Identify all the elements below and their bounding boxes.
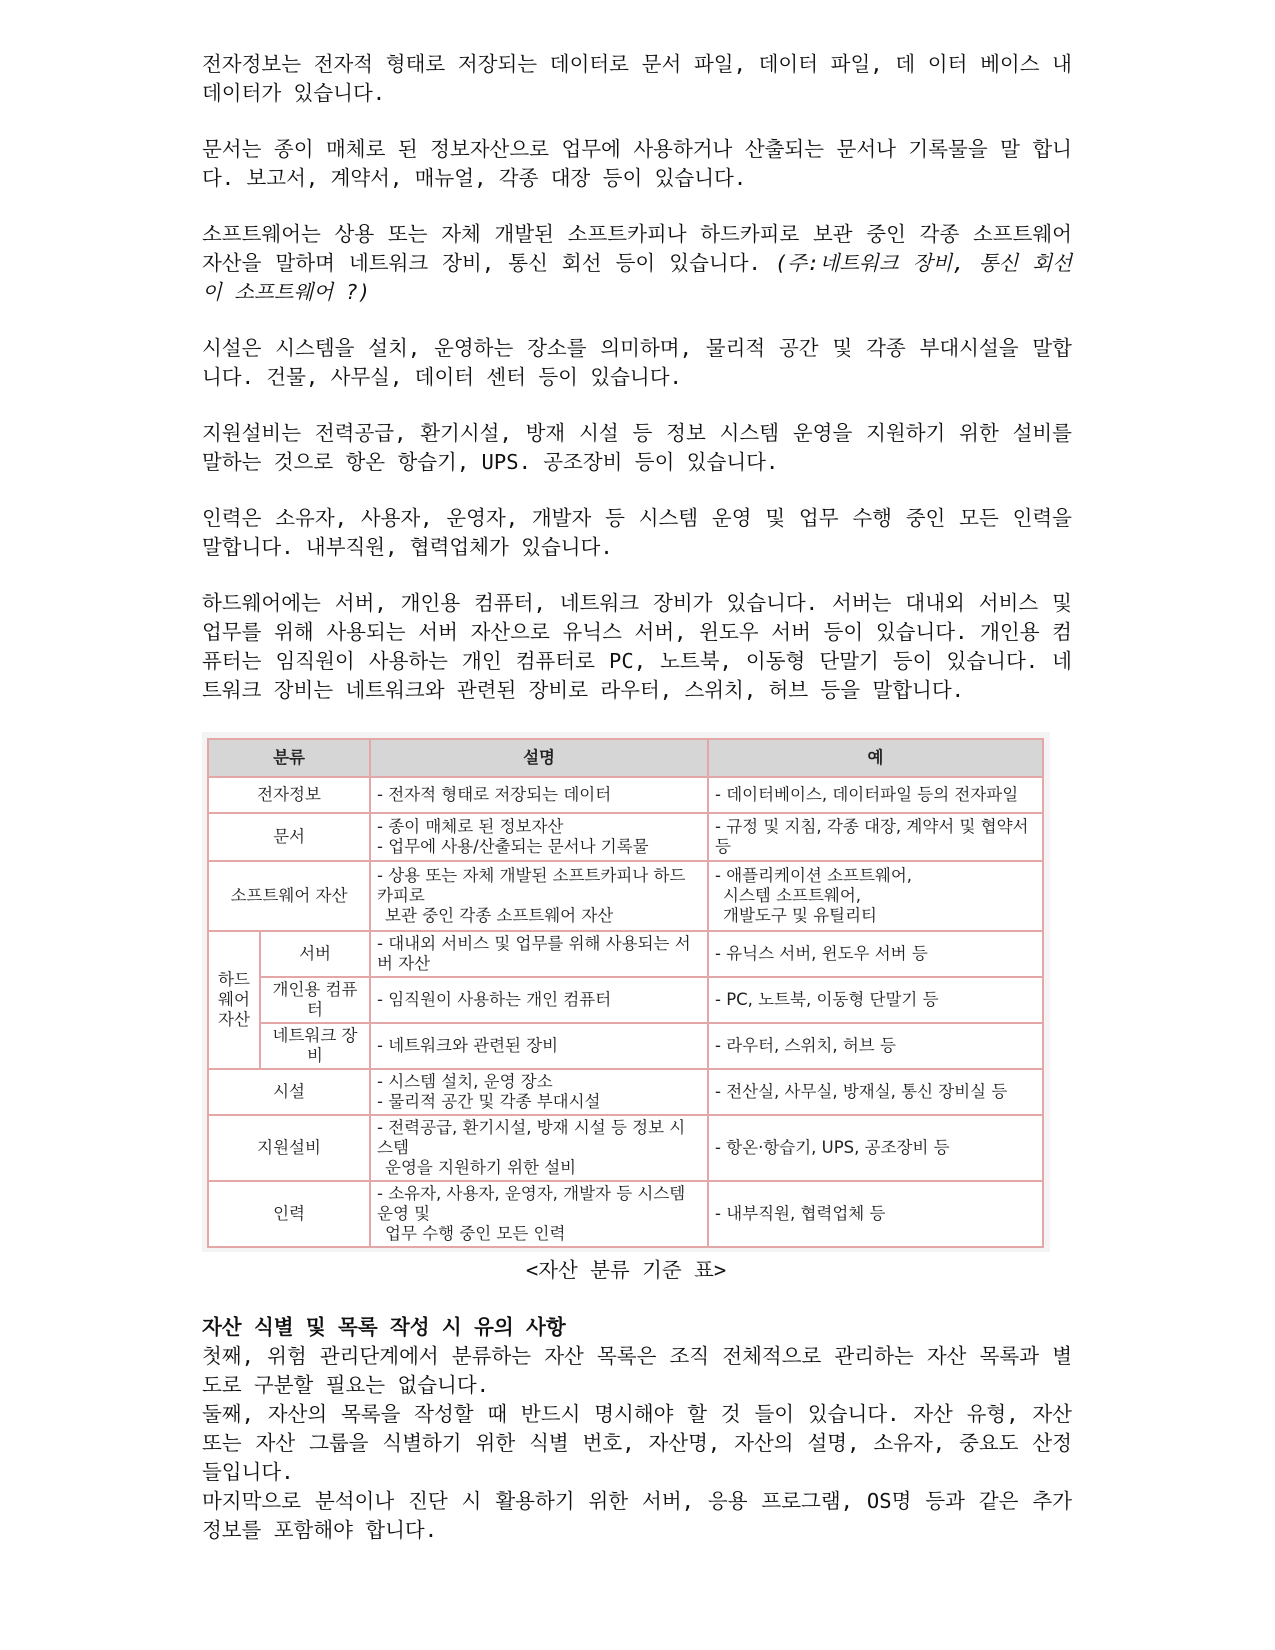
paragraph-hardware: 하드웨어에는 서버, 개인용 컴퓨터, 네트워크 장비가 있습니다. 서버는 대내외 서비스 및 업무를 위해 사용되는 서버 자산으로 유닉스 서버, 윈도우 서버 등이 있습니다. 개인용 컴퓨터는 임직원이 사용하는 개인 컴퓨터로 PC, 노트북, 이동형 단말기 등이 있습니다. 네트워크 장비는 네트워크와 관련된 장비로 라우터, 스위치, 허브 등을 말합니다.	[202, 591, 1072, 702]
table-row	[208, 1023, 1043, 1069]
row-description-line: - 소유자, 사용자, 운영자, 개발자 등 시스템 운영 및	[377, 1184, 686, 1223]
paragraph-electronic-info: 전자정보는 전자적 형태로 저장되는 데이터로 문서 파일, 데이터 파일, 데 이터 베이스 내 데이터가 있습니다.	[202, 52, 1072, 105]
table-row	[208, 977, 1043, 1023]
row-example: - 전산실, 사무실, 방재실, 통신 장비실 등	[708, 1069, 1043, 1115]
row-category: 지원설비	[208, 1115, 370, 1181]
paragraph-documents: 문서는 종이 매체로 된 정보자산으로 업무에 사용하거나 산출되는 문서나 기록물을 말 합니다. 보고서, 계약서, 매뉴얼, 각종 대장 등이 있습니다.	[202, 137, 1072, 190]
row-example: - 규정 및 지침, 각종 대장, 계약서 및 협약서 등	[708, 813, 1043, 861]
document-body	[202, 50, 1072, 1545]
hardware-group-line: 웨어	[218, 990, 250, 1009]
section-title: 자산 식별 및 목록 작성 시 유의 사항	[202, 1315, 566, 1339]
row-description: - 전자적 형태로 저장되는 데이터	[370, 777, 708, 813]
asset-classification-table-image	[202, 732, 1050, 1252]
row-category: 시설	[208, 1069, 370, 1115]
row-category: 문서	[208, 813, 370, 861]
hardware-group-label	[208, 931, 260, 1069]
row-description-line: - 업무에 사용/산출되는 문서나 기록물	[377, 837, 649, 856]
row-example: - 라우터, 스위치, 허브 등	[708, 1023, 1043, 1069]
row-description	[370, 813, 708, 861]
row-category: 소프트웨어 자산	[208, 861, 370, 931]
paragraph-facility: 시설은 시스템을 설치, 운영하는 장소를 의미하며, 물리적 공간 및 각종 부대시설을 말합니다. 건물, 사무실, 데이터 센터 등이 있습니다.	[202, 336, 1072, 389]
table-caption: <자산 분류 기준 표>	[525, 1258, 727, 1282]
paragraph-personnel: 인력은 소유자, 사용자, 운영자, 개발자 등 시스템 운영 및 업무 수행 중인 모든 인력을 말합니다. 내부직원, 협력업체가 있습니다.	[202, 506, 1072, 559]
software-note: (주:네트워크 장비, 통신 회선이 소프트웨어 ?)	[202, 251, 1073, 304]
row-description: - 대내외 서비스 및 업무를 위해 사용되는 서버 자산	[370, 931, 708, 977]
row-description: - 임직원이 사용하는 개인 컴퓨터	[370, 977, 708, 1023]
row-description	[370, 1115, 708, 1181]
table-row	[208, 1115, 1043, 1181]
table-row	[208, 813, 1043, 861]
paragraph-support-equipment: 지원설비는 전력공급, 환기시설, 방재 시설 등 정보 시스템 운영을 지원하기 위한 설비를 말하는 것으로 항온 항습기, UPS. 공조장비 등이 있습니다.	[202, 421, 1072, 474]
header-example: 예	[708, 739, 1043, 777]
row-example: - 데이터베이스, 데이터파일 등의 전자파일	[708, 777, 1043, 813]
header-category: 분류	[208, 739, 370, 777]
row-subcategory: 네트워크 장비	[260, 1023, 370, 1069]
row-example: - 내부직원, 협력업체 등	[708, 1181, 1043, 1247]
row-description-line: 업무 수행 중인 모든 인력	[385, 1224, 566, 1243]
row-example	[708, 861, 1043, 931]
section-line-last: 마지막으로 분석이나 진단 시 활용하기 위한 서버, 응용 프로그램, OS명 등과 같은 추가 정보를 포함해야 합니다.	[202, 1489, 1072, 1542]
asset-classification-table	[207, 738, 1044, 1248]
row-description	[370, 1181, 708, 1247]
row-description-line: - 상용 또는 자체 개발된 소프트카피나 하드카피로	[377, 866, 686, 905]
paragraph-software-text: 소프트웨어는 상용 또는 자체 개발된 소프트카피나 하드카피로 보관 중인 각종 소프트웨어 자산을 말하며 네트워크 장비, 통신 회선 등이 있습니다.	[202, 222, 1072, 275]
row-description: - 네트워크와 관련된 장비	[370, 1023, 708, 1069]
row-example-line: - 애플리케이션 소프트웨어,	[715, 866, 913, 885]
row-example-line: 개발도구 및 유틸리티	[723, 906, 877, 925]
table-row	[208, 777, 1043, 813]
row-description-line: 운영을 지원하기 위한 설비	[385, 1158, 577, 1177]
hardware-group-line: 하드	[218, 970, 250, 989]
row-subcategory: 개인용 컴퓨터	[260, 977, 370, 1023]
section-line-first: 첫째, 위험 관리단계에서 분류하는 자산 목록은 조직 전체적으로 관리하는 자산 목록과 별도로 구분할 필요는 없습니다.	[202, 1344, 1072, 1397]
row-description-line: - 종이 매체로 된 정보자산	[377, 817, 564, 836]
row-category: 전자정보	[208, 777, 370, 813]
hardware-group-line: 자산	[218, 1010, 250, 1029]
table-row	[208, 931, 1043, 977]
header-description: 설명	[370, 739, 708, 777]
row-description-line: 보관 중인 각종 소프트웨어 자산	[385, 906, 614, 925]
table-row	[208, 1181, 1043, 1247]
row-description-line: - 물리적 공간 및 각종 부대시설	[377, 1092, 601, 1111]
paragraph-software	[202, 220, 1072, 307]
row-example-line: 시스템 소프트웨어,	[723, 886, 862, 905]
row-description	[370, 1069, 708, 1115]
row-category: 인력	[208, 1181, 370, 1247]
row-subcategory: 서버	[260, 931, 370, 977]
row-example: - 항온·항습기, UPS, 공조장비 등	[708, 1115, 1043, 1181]
row-description	[370, 861, 708, 931]
row-description-line: - 전력공급, 환기시설, 방재 시설 등 정보 시스템	[377, 1118, 686, 1157]
table-header-row	[208, 739, 1043, 777]
section-line-second: 둘째, 자산의 목록을 작성할 때 반드시 명시해야 할 것 들이 있습니다. 자산 유형, 자산 또는 자산 그룹을 식별하기 위한 식별 번호, 자산명, 자산의 설명, 소유자, 중요도 산정들입니다.	[202, 1402, 1072, 1484]
table-row	[208, 1069, 1043, 1115]
row-example: - PC, 노트북, 이동형 단말기 등	[708, 977, 1043, 1023]
row-example: - 유닉스 서버, 윈도우 서버 등	[708, 931, 1043, 977]
row-description-line: - 시스템 설치, 운영 장소	[377, 1072, 553, 1091]
table-row	[208, 861, 1043, 931]
